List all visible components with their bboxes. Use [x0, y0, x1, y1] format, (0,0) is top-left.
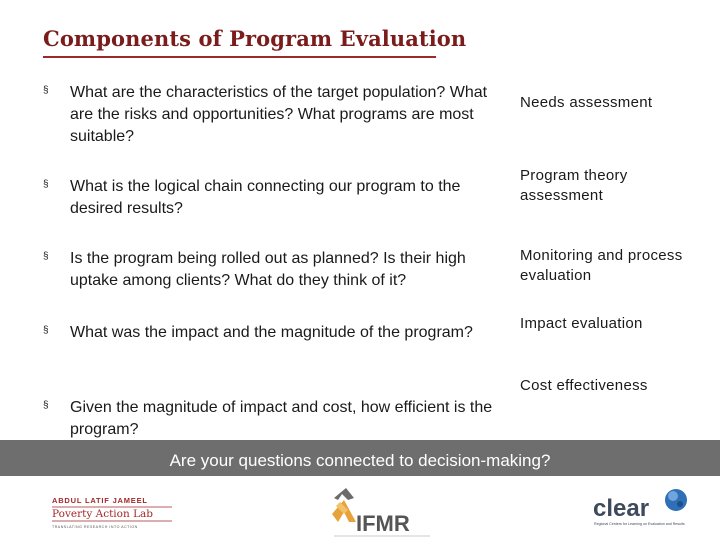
label-cost-effectiveness: Cost effectiveness: [520, 377, 648, 394]
bullet-text: What are the characteristics of the target population? What are the risks and opportunities? What programs are most suitable?: [70, 84, 488, 145]
bullet-text: Is the program being rolled out as planned? Is their high uptake among clients? What do they think of it?: [70, 250, 466, 289]
bullet-marker: §: [43, 400, 49, 411]
label-monitoring: Monitoring and process evaluation: [520, 247, 683, 284]
question-banner: [0, 440, 720, 476]
label-needs-assessment: Needs assessment: [520, 94, 653, 111]
bullet-text: Given the magnitude of impact and cost, how efficient is the program?: [70, 399, 493, 438]
jpal-tagline: TRANSLATING RESEARCH INTO ACTION: [52, 525, 138, 529]
bullet-text: What was the impact and the magnitude of the program?: [70, 324, 473, 341]
jpal-line1: ABDUL LATIF JAMEEL: [52, 496, 148, 505]
clear-tagline: Regional Centers for Learning on Evaluation and Results: [594, 522, 685, 526]
ifmr-name: IFMR: [356, 511, 410, 536]
title-underline: [43, 56, 436, 58]
label-impact-evaluation: Impact evaluation: [520, 315, 643, 332]
slide-title: Components of Program Evaluation: [43, 26, 467, 51]
jpal-logo: [52, 496, 172, 529]
banner-text: Are your questions connected to decision-making?: [169, 451, 551, 470]
clear-logo: [593, 489, 687, 526]
ifmr-logo: [332, 488, 430, 536]
bullet-marker: §: [43, 85, 49, 96]
footer-logos: [0, 476, 720, 540]
jpal-line2: Poverty Action Lab: [52, 508, 154, 520]
label-program-theory: Program theory assessment: [520, 167, 628, 204]
bullet-marker: §: [43, 179, 49, 190]
clear-name: clear: [593, 495, 650, 522]
bullet-marker: §: [43, 325, 49, 336]
footer-logo-art: [0, 476, 720, 540]
bullet-text: What is the logical chain connecting our program to the desired results?: [70, 178, 461, 217]
bullet-marker: §: [43, 251, 49, 262]
